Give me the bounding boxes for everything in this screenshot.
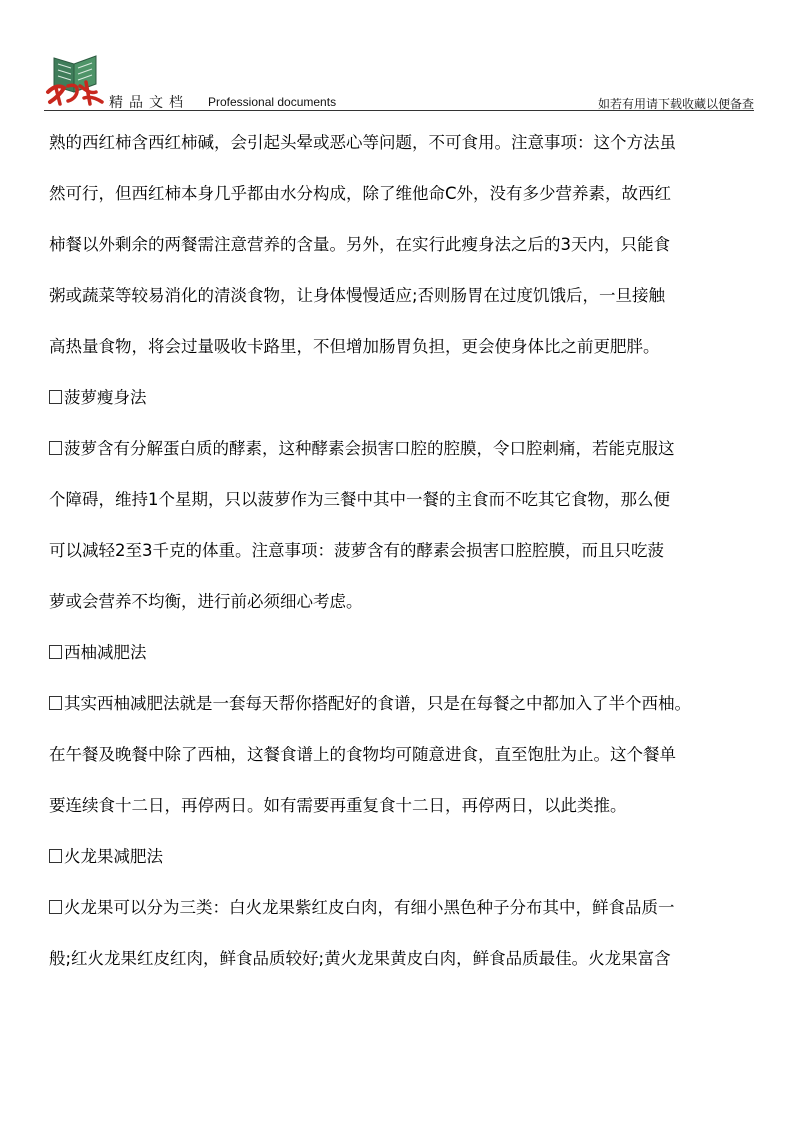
text-line-content: 熟的西红柿含西红柿碱，会引起头晕或恶心等问题，不可食用。注意事项：这个方法虽 xyxy=(49,133,676,152)
text-line xyxy=(49,423,775,474)
text-line xyxy=(49,168,775,219)
text-line-content: 在午餐及晚餐中除了西柚，这餐食谱上的食物均可随意进食，直至饱肚为止。这个餐单 xyxy=(49,745,676,764)
text-line xyxy=(49,270,775,321)
text-line-content: 柿餐以外剩余的两餐需注意营养的含量。另外，在实行此瘦身法之后的3天内，只能食 xyxy=(49,235,670,254)
placeholder-box-icon xyxy=(49,696,62,710)
section-heading-text: 火龙果减肥法 xyxy=(64,847,163,866)
page-header xyxy=(0,0,794,112)
text-line xyxy=(49,729,775,780)
section-heading xyxy=(49,831,775,882)
text-line xyxy=(49,882,775,933)
text-line-content: 要连续食十二日，再停两日。如有需要再重复食十二日，再停两日，以此类推。 xyxy=(49,796,627,815)
text-line-content: 菠萝含有分解蛋白质的酵素，这种酵素会损害口腔的腔膜，令口腔刺痛，若能克服这 xyxy=(64,439,675,458)
placeholder-box-icon xyxy=(49,441,62,455)
text-line xyxy=(49,474,775,525)
placeholder-box-icon xyxy=(49,390,62,404)
section-heading-text: 西柚减肥法 xyxy=(64,643,147,662)
text-line xyxy=(49,576,775,627)
section-heading xyxy=(49,372,775,423)
placeholder-box-icon xyxy=(49,645,62,659)
book-logo-icon xyxy=(44,52,106,108)
text-line-content: 萝或会营养不均衡，进行前必须细心考虑。 xyxy=(49,592,363,611)
text-line xyxy=(49,780,775,831)
text-line xyxy=(49,117,775,168)
text-line-content: 般;红火龙果红皮红肉，鲜食品质较好;黄火龙果黄皮白肉，鲜食品质最佳。火龙果富含 xyxy=(49,949,671,968)
text-line xyxy=(49,933,775,984)
header-note: 如若有用请下载收藏以便备查 xyxy=(597,97,754,111)
placeholder-box-icon xyxy=(49,849,62,863)
document-body xyxy=(49,117,775,984)
brand-title: 精品文档 xyxy=(109,95,189,111)
text-line-content: 个障碍，维持1个星期，只以菠萝作为三餐中其中一餐的主食而不吃其它食物，那么便 xyxy=(49,490,670,509)
text-line-content: 然可行，但西红柿本身几乎都由水分构成，除了维他命C外，没有多少营养素，故西红 xyxy=(49,184,672,203)
logo xyxy=(44,52,106,108)
section-heading-text: 菠萝瘦身法 xyxy=(64,388,147,407)
text-line-content: 可以减轻2至3千克的体重。注意事项：菠萝含有的酵素会损害口腔腔膜，而且只吃菠 xyxy=(49,541,664,560)
brand-subtitle: Professional documents xyxy=(208,95,337,109)
text-line xyxy=(49,525,775,576)
text-line-content: 其实西柚减肥法就是一套每天帮你搭配好的食谱，只是在每餐之中都加入了半个西柚。 xyxy=(64,694,691,713)
placeholder-box-icon xyxy=(49,900,62,914)
text-line xyxy=(49,321,775,372)
text-line-content: 粥或蔬菜等较易消化的清淡食物，让身体慢慢适应;否则肠胃在过度饥饿后，一旦接触 xyxy=(49,286,666,305)
text-line xyxy=(49,678,775,729)
text-line-content: 火龙果可以分为三类：白火龙果紫红皮白肉，有细小黑色种子分布其中，鲜食品质一 xyxy=(64,898,675,917)
section-heading xyxy=(49,627,775,678)
header-divider xyxy=(44,110,754,111)
text-line-content: 高热量食物，将会过量吸收卡路里，不但增加肠胃负担，更会使身体比之前更肥胖。 xyxy=(49,337,660,356)
text-line xyxy=(49,219,775,270)
